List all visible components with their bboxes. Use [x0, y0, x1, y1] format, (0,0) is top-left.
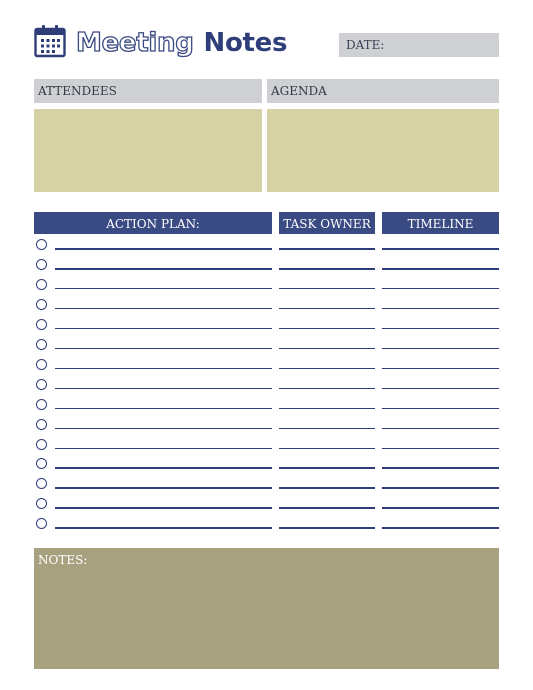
task-owner-line[interactable]: [279, 248, 375, 250]
action-line[interactable]: [55, 328, 272, 330]
checkbox-circle[interactable]: [36, 478, 47, 489]
timeline-line[interactable]: [382, 268, 499, 270]
timeline-line[interactable]: [382, 248, 499, 250]
task-owner-line[interactable]: [279, 388, 375, 390]
table-row: [0, 400, 533, 420]
checkbox-circle[interactable]: [36, 339, 47, 350]
checkbox-circle[interactable]: [36, 518, 47, 529]
agenda-field[interactable]: [267, 109, 499, 192]
timeline-line[interactable]: [382, 507, 499, 509]
checkbox-circle[interactable]: [36, 399, 47, 410]
task-owner-line[interactable]: [279, 507, 375, 509]
action-line[interactable]: [55, 448, 272, 450]
table-row: [0, 479, 533, 499]
checkbox-circle[interactable]: [36, 279, 47, 290]
attendees-label: ATTENDEES: [34, 79, 262, 103]
action-line[interactable]: [55, 388, 272, 390]
task-owner-line[interactable]: [279, 467, 375, 469]
action-line[interactable]: [55, 288, 272, 290]
task-owner-line[interactable]: [279, 308, 375, 310]
action-line[interactable]: [55, 428, 272, 430]
checkbox-circle[interactable]: [36, 319, 47, 330]
title-meeting: Meeting: [76, 28, 194, 58]
title-notes: Notes: [203, 28, 288, 58]
task-owner-line[interactable]: [279, 268, 375, 270]
timeline-line[interactable]: [382, 448, 499, 450]
task-owner-line[interactable]: [279, 288, 375, 290]
table-row: [0, 440, 533, 460]
timeline-line[interactable]: [382, 428, 499, 430]
table-row: [0, 420, 533, 440]
timeline-header: TIMELINE: [382, 212, 499, 234]
action-line[interactable]: [55, 248, 272, 250]
attendees-field[interactable]: [34, 109, 262, 192]
checkbox-circle[interactable]: [36, 239, 47, 250]
table-row: [0, 519, 533, 539]
task-owner-line[interactable]: [279, 487, 375, 489]
timeline-line[interactable]: [382, 348, 499, 350]
checkbox-circle[interactable]: [36, 439, 47, 450]
page-title: [76, 26, 287, 60]
table-row: [0, 340, 533, 360]
checkbox-circle[interactable]: [36, 498, 47, 509]
timeline-line[interactable]: [382, 328, 499, 330]
table-row: [0, 260, 533, 280]
checkbox-circle[interactable]: [36, 458, 47, 469]
notes-field[interactable]: [34, 548, 499, 669]
action-line[interactable]: [55, 268, 272, 270]
calendar-icon: [34, 24, 66, 58]
task-owner-line[interactable]: [279, 328, 375, 330]
task-owner-line[interactable]: [279, 348, 375, 350]
checkbox-circle[interactable]: [36, 259, 47, 270]
table-row: [0, 320, 533, 340]
timeline-line[interactable]: [382, 408, 499, 410]
timeline-line[interactable]: [382, 308, 499, 310]
timeline-line[interactable]: [382, 487, 499, 489]
action-line[interactable]: [55, 368, 272, 370]
action-line[interactable]: [55, 467, 272, 469]
table-row: [0, 380, 533, 400]
table-row: [0, 280, 533, 300]
timeline-line[interactable]: [382, 467, 499, 469]
task-owner-line[interactable]: [279, 408, 375, 410]
action-line[interactable]: [55, 348, 272, 350]
notes-label: NOTES:: [38, 553, 88, 567]
action-line[interactable]: [55, 507, 272, 509]
table-row: [0, 360, 533, 380]
checkbox-circle[interactable]: [36, 359, 47, 370]
action-line[interactable]: [55, 527, 272, 529]
task-owner-header: TASK OWNER: [279, 212, 375, 234]
task-owner-line[interactable]: [279, 368, 375, 370]
checkbox-circle[interactable]: [36, 299, 47, 310]
task-owner-line[interactable]: [279, 448, 375, 450]
timeline-line[interactable]: [382, 368, 499, 370]
date-label: DATE:: [346, 38, 385, 52]
action-line[interactable]: [55, 408, 272, 410]
action-line[interactable]: [55, 308, 272, 310]
action-line[interactable]: [55, 487, 272, 489]
task-owner-line[interactable]: [279, 428, 375, 430]
table-row: [0, 240, 533, 260]
action-plan-header: ACTION PLAN:: [34, 212, 272, 234]
date-field[interactable]: [339, 33, 499, 57]
timeline-line[interactable]: [382, 527, 499, 529]
checkbox-circle[interactable]: [36, 379, 47, 390]
checkbox-circle[interactable]: [36, 419, 47, 430]
agenda-label: AGENDA: [267, 79, 499, 103]
table-row: [0, 499, 533, 519]
task-owner-line[interactable]: [279, 527, 375, 529]
timeline-line[interactable]: [382, 388, 499, 390]
table-row: [0, 459, 533, 479]
table-row: [0, 300, 533, 320]
timeline-line[interactable]: [382, 288, 499, 290]
